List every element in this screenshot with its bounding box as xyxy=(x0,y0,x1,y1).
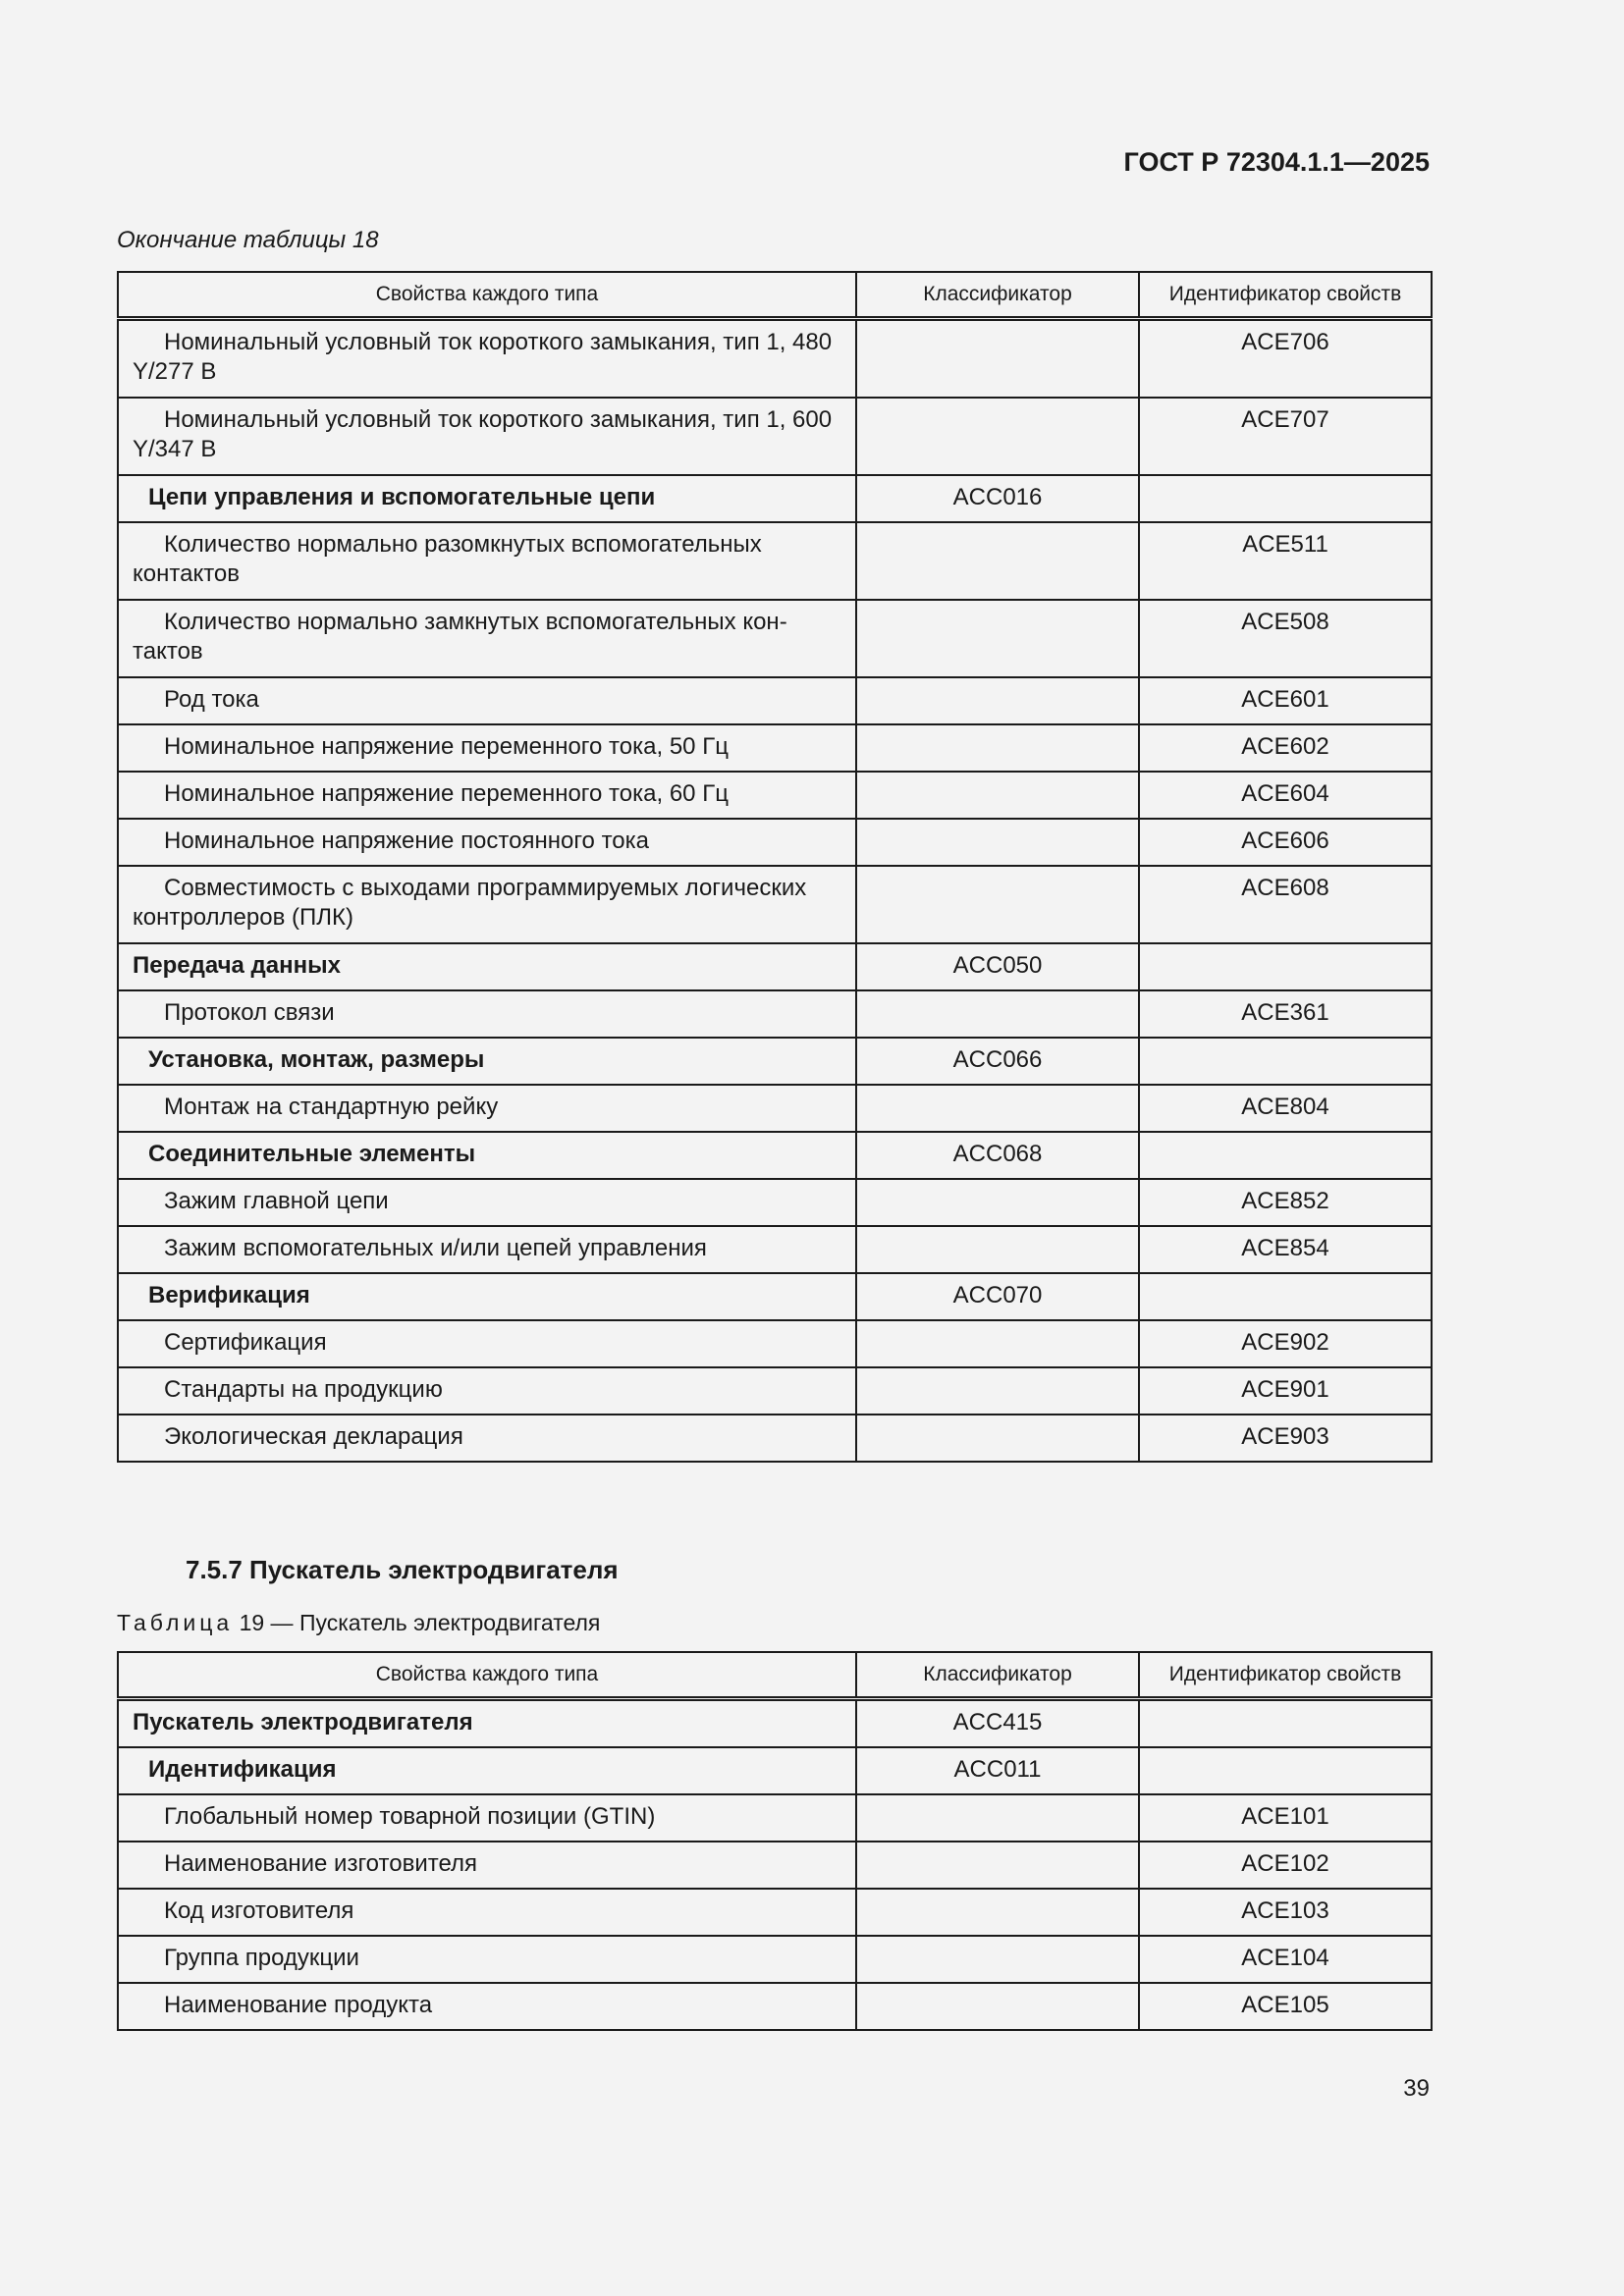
classifier-cell xyxy=(856,1842,1139,1889)
property-name-cell: Номинальный условный ток короткого замыкания, тип 1, 600 Y/347 В xyxy=(118,398,856,475)
property-row xyxy=(118,319,1432,399)
property-row xyxy=(118,677,1432,724)
property-row xyxy=(118,1367,1432,1415)
classifier-cell: ACC070 xyxy=(856,1273,1139,1320)
property-row xyxy=(118,1889,1432,1936)
property-id-cell: ACE903 xyxy=(1139,1415,1432,1462)
group-row xyxy=(118,1273,1432,1320)
property-id-cell: ACE707 xyxy=(1139,398,1432,475)
table-19-title-text: 19 — Пускатель электродвигателя xyxy=(233,1610,601,1635)
property-id-cell: ACE511 xyxy=(1139,522,1432,600)
property-row xyxy=(118,990,1432,1038)
classifier-cell: ACC068 xyxy=(856,1132,1139,1179)
table-header-row xyxy=(118,1652,1432,1699)
classifier-cell: ACC016 xyxy=(856,475,1139,522)
classifier-cell xyxy=(856,990,1139,1038)
property-row xyxy=(118,1983,1432,2030)
property-name-cell: Протокол связи xyxy=(118,990,856,1038)
property-name-cell: Соединительные элементы xyxy=(118,1132,856,1179)
property-row xyxy=(118,522,1432,600)
property-row xyxy=(118,1794,1432,1842)
property-id-cell: ACE804 xyxy=(1139,1085,1432,1132)
classifier-cell: ACC050 xyxy=(856,943,1139,990)
property-name-cell: Стандарты на продукцию xyxy=(118,1367,856,1415)
property-row xyxy=(118,1085,1432,1132)
property-id-cell xyxy=(1139,1132,1432,1179)
property-name-cell: Код изготовителя xyxy=(118,1889,856,1936)
property-name-cell: Наименование изготовителя xyxy=(118,1842,856,1889)
property-name-cell: Идентификация xyxy=(118,1747,856,1794)
property-id-cell xyxy=(1139,1747,1432,1794)
property-name-cell: Экологическая декларация xyxy=(118,1415,856,1462)
classifier-cell xyxy=(856,1367,1139,1415)
classifier-cell xyxy=(856,600,1139,677)
classifier-cell xyxy=(856,522,1139,600)
classifier-cell xyxy=(856,1936,1139,1983)
property-name-cell: Номинальное напряжение постоянного тока xyxy=(118,819,856,866)
group-row xyxy=(118,1699,1432,1748)
property-row xyxy=(118,398,1432,475)
property-id-cell xyxy=(1139,1273,1432,1320)
property-id-cell: ACE105 xyxy=(1139,1983,1432,2030)
group-row xyxy=(118,475,1432,522)
property-row xyxy=(118,866,1432,943)
classifier-cell xyxy=(856,1794,1139,1842)
group-row xyxy=(118,1038,1432,1085)
property-id-cell: ACE602 xyxy=(1139,724,1432,772)
property-name-cell: Номинальное напряжение переменного тока, 60 Гц xyxy=(118,772,856,819)
table-19 xyxy=(117,1651,1433,2031)
group-row xyxy=(118,1747,1432,1794)
property-id-cell: ACE706 xyxy=(1139,319,1432,399)
property-id-cell: ACE854 xyxy=(1139,1226,1432,1273)
classifier-cell xyxy=(856,1415,1139,1462)
property-id-cell: ACE101 xyxy=(1139,1794,1432,1842)
property-name-cell: Монтаж на стандартную рейку xyxy=(118,1085,856,1132)
table-label: Таблица xyxy=(117,1610,234,1635)
property-id-cell: ACE601 xyxy=(1139,677,1432,724)
property-name-cell: Наименование продукта xyxy=(118,1983,856,2030)
property-id-cell xyxy=(1139,1699,1432,1748)
property-name-cell: Совместимость с выходами программируемых логических контроллеров (ПЛК) xyxy=(118,866,856,943)
property-id-cell xyxy=(1139,1038,1432,1085)
property-row xyxy=(118,1842,1432,1889)
column-header-property-id: Идентификатор свойств xyxy=(1139,272,1432,319)
property-name-cell: Пускатель электродвигателя xyxy=(118,1699,856,1748)
table-19-title xyxy=(117,1610,600,1636)
classifier-cell: ACC011 xyxy=(856,1747,1139,1794)
classifier-cell xyxy=(856,1179,1139,1226)
property-name-cell: Зажим вспомогательных и/или цепей управления xyxy=(118,1226,856,1273)
section-heading: 7.5.7 Пускатель электродвигателя xyxy=(186,1555,619,1584)
classifier-cell xyxy=(856,772,1139,819)
property-id-cell xyxy=(1139,943,1432,990)
document-id: ГОСТ Р 72304.1.1—2025 xyxy=(1123,147,1430,177)
classifier-cell xyxy=(856,866,1139,943)
classifier-cell xyxy=(856,1320,1139,1367)
property-id-cell: ACE608 xyxy=(1139,866,1432,943)
property-name-cell: Группа продукции xyxy=(118,1936,856,1983)
classifier-cell xyxy=(856,1889,1139,1936)
classifier-cell: ACC415 xyxy=(856,1699,1139,1748)
property-name-cell: Сертификация xyxy=(118,1320,856,1367)
property-row xyxy=(118,819,1432,866)
table-18 xyxy=(117,271,1433,1463)
property-name-cell: Зажим главной цепи xyxy=(118,1179,856,1226)
property-id-cell: ACE852 xyxy=(1139,1179,1432,1226)
classifier-cell xyxy=(856,398,1139,475)
property-name-cell: Род тока xyxy=(118,677,856,724)
property-name-cell: Передача данных xyxy=(118,943,856,990)
property-id-cell: ACE102 xyxy=(1139,1842,1432,1889)
column-header-property-id: Идентификатор свойств xyxy=(1139,1652,1432,1699)
property-row xyxy=(118,1415,1432,1462)
classifier-cell xyxy=(856,677,1139,724)
column-header-properties: Свойства каждого типа xyxy=(118,272,856,319)
property-id-cell: ACE901 xyxy=(1139,1367,1432,1415)
column-header-properties: Свойства каждого типа xyxy=(118,1652,856,1699)
property-name-cell: Номинальное напряжение переменного тока, 50 Гц xyxy=(118,724,856,772)
property-id-cell: ACE902 xyxy=(1139,1320,1432,1367)
property-id-cell: ACE361 xyxy=(1139,990,1432,1038)
property-row xyxy=(118,1320,1432,1367)
property-name-cell: Установка, монтаж, размеры xyxy=(118,1038,856,1085)
group-row xyxy=(118,1132,1432,1179)
classifier-cell xyxy=(856,724,1139,772)
property-id-cell: ACE103 xyxy=(1139,1889,1432,1936)
group-row xyxy=(118,943,1432,990)
classifier-cell xyxy=(856,819,1139,866)
page-number: 39 xyxy=(1403,2075,1430,2102)
property-row xyxy=(118,724,1432,772)
column-header-classifier: Классификатор xyxy=(856,1652,1139,1699)
property-id-cell: ACE604 xyxy=(1139,772,1432,819)
classifier-cell xyxy=(856,319,1139,399)
column-header-classifier: Классификатор xyxy=(856,272,1139,319)
table-header-row xyxy=(118,272,1432,319)
property-id-cell: ACE104 xyxy=(1139,1936,1432,1983)
property-row xyxy=(118,600,1432,677)
property-row xyxy=(118,1226,1432,1273)
classifier-cell xyxy=(856,1226,1139,1273)
property-row xyxy=(118,1936,1432,1983)
classifier-cell xyxy=(856,1983,1139,2030)
property-name-cell: Номинальный условный ток короткого замыкания, тип 1, 480 Y/277 В xyxy=(118,319,856,399)
property-id-cell: ACE508 xyxy=(1139,600,1432,677)
property-id-cell xyxy=(1139,475,1432,522)
classifier-cell xyxy=(856,1085,1139,1132)
property-name-cell: Цепи управления и вспомогательные цепи xyxy=(118,475,856,522)
property-row xyxy=(118,772,1432,819)
property-id-cell: ACE606 xyxy=(1139,819,1432,866)
property-name-cell: Верификация xyxy=(118,1273,856,1320)
property-row xyxy=(118,1179,1432,1226)
classifier-cell: ACC066 xyxy=(856,1038,1139,1085)
property-name-cell: Глобальный номер товарной позиции (GTIN) xyxy=(118,1794,856,1842)
property-name-cell: Количество нормально разомкнутых вспомогательных контактов xyxy=(118,522,856,600)
property-name-cell: Количество нормально замкнутых вспомогательных контактов xyxy=(118,600,856,677)
table-18-continuation-caption: Окончание таблицы 18 xyxy=(117,227,379,253)
